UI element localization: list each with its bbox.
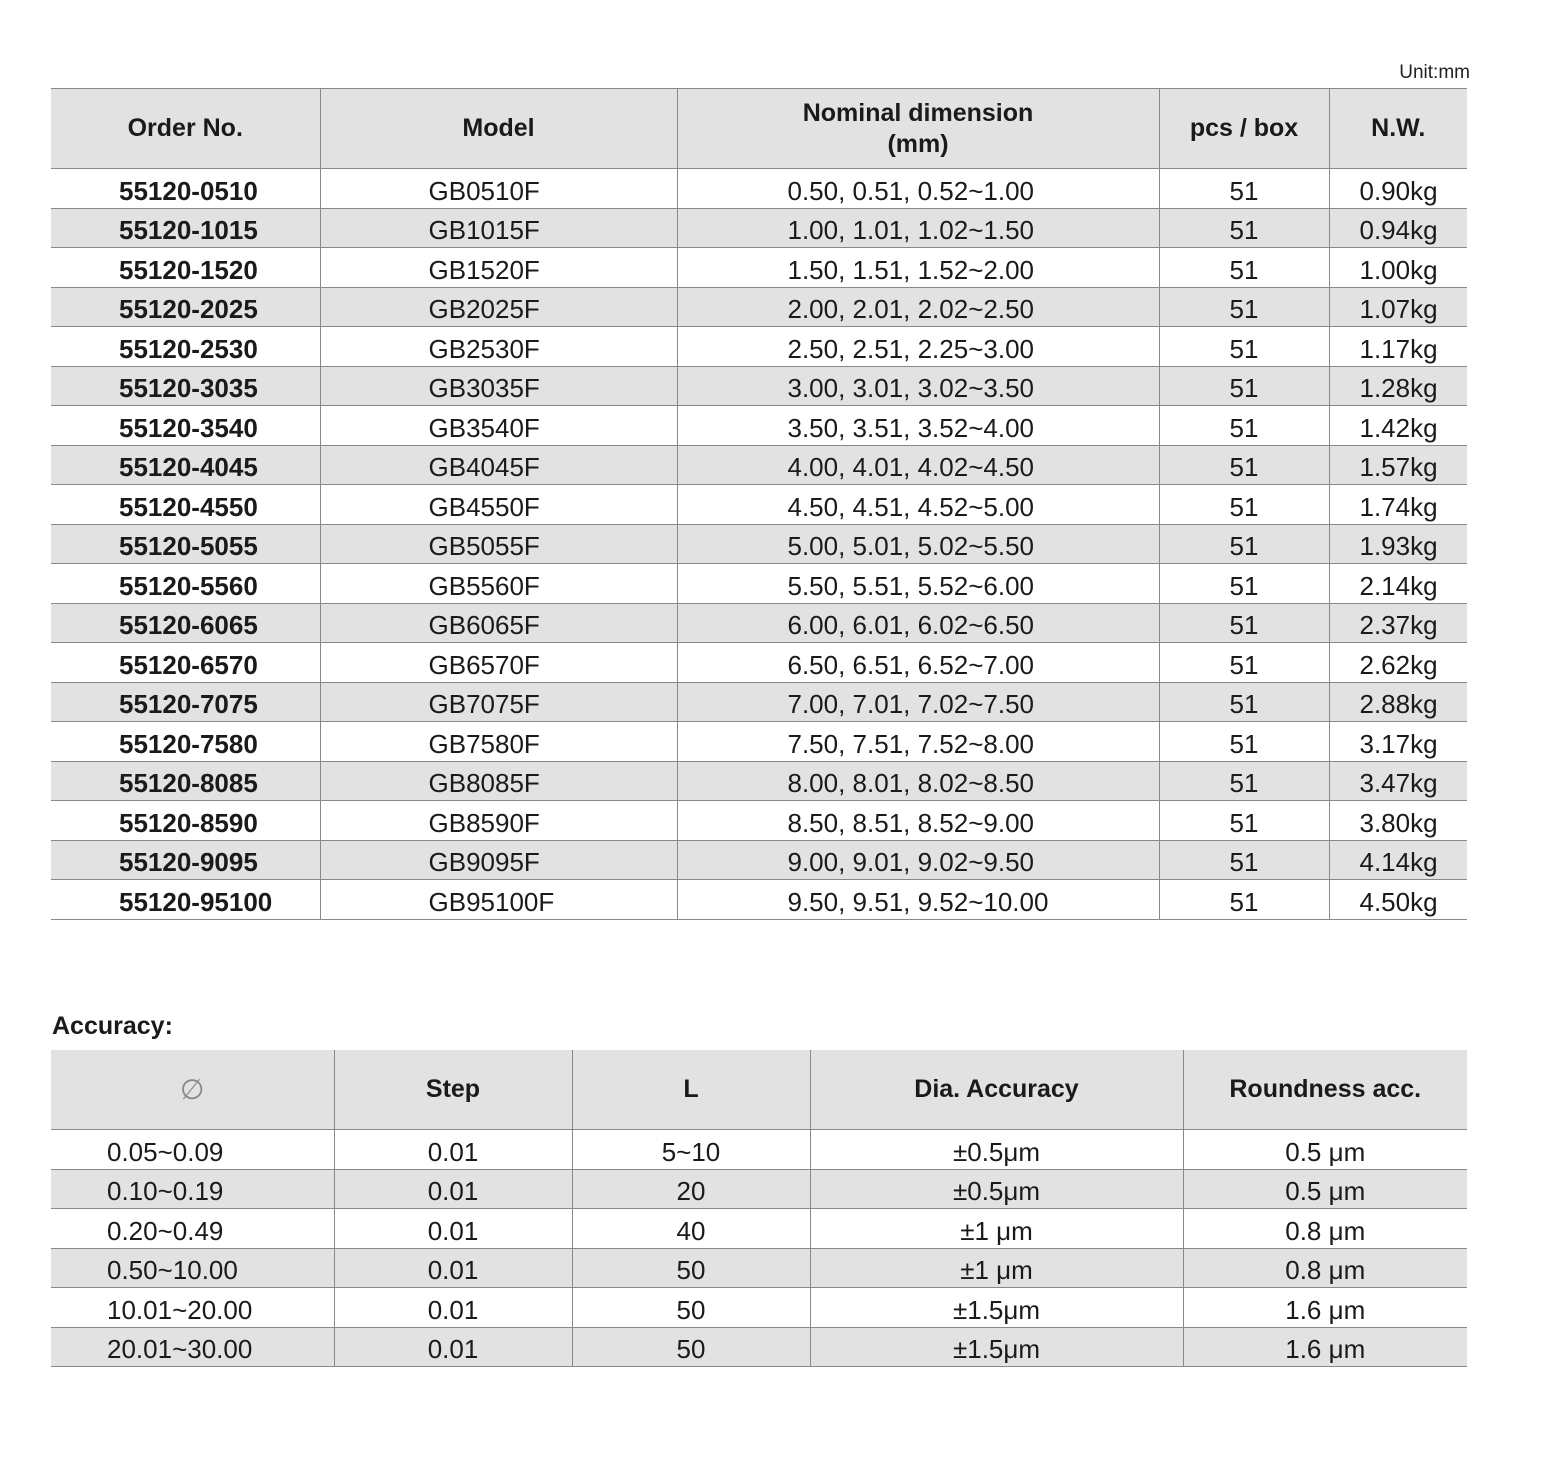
dia-accuracy-cell: ±1.5μm	[810, 1288, 1183, 1328]
roundness-cell: 0.8 μm	[1183, 1209, 1467, 1249]
table-row	[51, 643, 1467, 683]
order-no-cell: 55120-5055	[51, 524, 320, 564]
table-row	[51, 208, 1467, 248]
table-row	[51, 1169, 1467, 1209]
model-cell: GB2025F	[320, 287, 677, 327]
step-cell: 0.01	[334, 1288, 572, 1328]
table-row	[51, 722, 1467, 762]
model-cell: GB7580F	[320, 722, 677, 762]
table-row	[51, 524, 1467, 564]
diameter-header	[51, 1050, 334, 1130]
model-cell: GB0510F	[320, 169, 677, 209]
nominal-dimension-cell: 6.00, 6.01, 6.02~6.50	[677, 603, 1159, 643]
nominal-dimension-cell: 8.50, 8.51, 8.52~9.00	[677, 801, 1159, 841]
order-no-cell: 55120-1015	[51, 208, 320, 248]
table-row	[51, 880, 1467, 920]
diameter-icon: ∅	[180, 1074, 205, 1105]
nominal-dimension-cell: 7.50, 7.51, 7.52~8.00	[677, 722, 1159, 762]
table-row	[51, 1130, 1467, 1170]
pcs-box-cell: 51	[1159, 761, 1329, 801]
l-cell: 20	[572, 1169, 810, 1209]
pcs-box-cell: 51	[1159, 169, 1329, 209]
pcs-box-cell: 51	[1159, 248, 1329, 288]
nominal-dimension-cell: 5.50, 5.51, 5.52~6.00	[677, 564, 1159, 604]
nominal-dimension-cell: 1.00, 1.01, 1.02~1.50	[677, 208, 1159, 248]
nw-cell: 1.42kg	[1329, 406, 1467, 446]
unit-label: Unit:mm	[1399, 62, 1470, 83]
nw-cell: 4.14kg	[1329, 840, 1467, 880]
order-no-cell: 55120-4045	[51, 445, 320, 485]
l-cell: 50	[572, 1327, 810, 1367]
pcs-box-cell: 51	[1159, 406, 1329, 446]
nominal-dimension-cell: 5.00, 5.01, 5.02~5.50	[677, 524, 1159, 564]
table-row	[51, 366, 1467, 406]
table-row	[51, 287, 1467, 327]
model-cell: GB95100F	[320, 880, 677, 920]
order-no-cell: 55120-8085	[51, 761, 320, 801]
table-row	[51, 406, 1467, 446]
accuracy-table	[51, 1050, 1467, 1367]
model-cell: GB1520F	[320, 248, 677, 288]
accuracy-title: Accuracy:	[52, 1012, 173, 1040]
diameter-range-cell: 0.05~0.09	[51, 1130, 334, 1170]
table-row	[51, 761, 1467, 801]
table-row	[51, 327, 1467, 367]
table-row	[51, 801, 1467, 841]
pcs-box-cell: 51	[1159, 287, 1329, 327]
l-cell: 50	[572, 1288, 810, 1328]
diameter-range-cell: 10.01~20.00	[51, 1288, 334, 1328]
nw-cell: 4.50kg	[1329, 880, 1467, 920]
nw-header: N.W.	[1329, 89, 1467, 169]
step-cell: 0.01	[334, 1248, 572, 1288]
diameter-range-cell: 20.01~30.00	[51, 1327, 334, 1367]
dia-accuracy-cell: ±0.5μm	[810, 1169, 1183, 1209]
nw-cell: 2.37kg	[1329, 603, 1467, 643]
pcs-box-cell: 51	[1159, 801, 1329, 841]
table-row	[51, 248, 1467, 288]
l-header: L	[572, 1050, 810, 1130]
order-no-cell: 55120-6570	[51, 643, 320, 683]
order-no-cell: 55120-95100	[51, 880, 320, 920]
nominal-dimension-cell: 9.50, 9.51, 9.52~10.00	[677, 880, 1159, 920]
pcs-box-cell: 51	[1159, 643, 1329, 683]
model-cell: GB1015F	[320, 208, 677, 248]
l-cell: 50	[572, 1248, 810, 1288]
diameter-range-cell: 0.20~0.49	[51, 1209, 334, 1249]
roundness-cell: 0.5 μm	[1183, 1169, 1467, 1209]
pcs-box-cell: 51	[1159, 208, 1329, 248]
order-no-cell: 55120-2530	[51, 327, 320, 367]
nominal-dimension-cell: 2.50, 2.51, 2.25~3.00	[677, 327, 1159, 367]
order-no-cell: 55120-4550	[51, 485, 320, 525]
nominal-dimension-cell: 2.00, 2.01, 2.02~2.50	[677, 287, 1159, 327]
table-row	[51, 682, 1467, 722]
table-row	[51, 169, 1467, 209]
step-cell: 0.01	[334, 1130, 572, 1170]
pcs-box-cell: 51	[1159, 327, 1329, 367]
order-no-cell: 55120-3540	[51, 406, 320, 446]
step-header: Step	[334, 1050, 572, 1130]
order-no-cell: 55120-9095	[51, 840, 320, 880]
roundness-cell: 0.5 μm	[1183, 1130, 1467, 1170]
roundness-cell: 0.8 μm	[1183, 1248, 1467, 1288]
model-cell: GB6570F	[320, 643, 677, 683]
model-cell: GB8085F	[320, 761, 677, 801]
nominal-dimension-cell: 3.00, 3.01, 3.02~3.50	[677, 366, 1159, 406]
pcs-box-cell: 51	[1159, 840, 1329, 880]
nw-cell: 1.07kg	[1329, 287, 1467, 327]
product-table-header-row	[51, 89, 1467, 169]
nominal-dimension-cell: 1.50, 1.51, 1.52~2.00	[677, 248, 1159, 288]
nominal-dimension-cell: 3.50, 3.51, 3.52~4.00	[677, 406, 1159, 446]
nw-cell: 3.80kg	[1329, 801, 1467, 841]
order-no-header: Order No.	[51, 89, 320, 169]
pcs-box-cell: 51	[1159, 682, 1329, 722]
nw-cell: 1.74kg	[1329, 485, 1467, 525]
nominal-dimension-cell: 4.50, 4.51, 4.52~5.00	[677, 485, 1159, 525]
order-no-cell: 55120-8590	[51, 801, 320, 841]
table-row	[51, 485, 1467, 525]
order-no-cell: 55120-6065	[51, 603, 320, 643]
step-cell: 0.01	[334, 1169, 572, 1209]
model-cell: GB4045F	[320, 445, 677, 485]
accuracy-table-header-row	[51, 1050, 1467, 1130]
nw-cell: 2.62kg	[1329, 643, 1467, 683]
nw-cell: 2.88kg	[1329, 682, 1467, 722]
table-row	[51, 840, 1467, 880]
dia-accuracy-cell: ±1 μm	[810, 1209, 1183, 1249]
nominal-dimension-header-line2: (mm)	[887, 129, 949, 158]
nw-cell: 3.47kg	[1329, 761, 1467, 801]
nw-cell: 1.00kg	[1329, 248, 1467, 288]
roundness-cell: 1.6 μm	[1183, 1288, 1467, 1328]
table-row	[51, 603, 1467, 643]
pcs-box-header: pcs / box	[1159, 89, 1329, 169]
nw-cell: 1.93kg	[1329, 524, 1467, 564]
pcs-box-cell: 51	[1159, 603, 1329, 643]
product-table	[51, 88, 1467, 920]
nw-cell: 1.28kg	[1329, 366, 1467, 406]
model-cell: GB9095F	[320, 840, 677, 880]
model-cell: GB6065F	[320, 603, 677, 643]
model-cell: GB3035F	[320, 366, 677, 406]
diameter-range-cell: 0.50~10.00	[51, 1248, 334, 1288]
diameter-range-cell: 0.10~0.19	[51, 1169, 334, 1209]
order-no-cell: 55120-5560	[51, 564, 320, 604]
pcs-box-cell: 51	[1159, 445, 1329, 485]
nw-cell: 2.14kg	[1329, 564, 1467, 604]
table-row	[51, 1288, 1467, 1328]
nw-cell: 3.17kg	[1329, 722, 1467, 762]
roundness-cell: 1.6 μm	[1183, 1327, 1467, 1367]
table-row	[51, 1248, 1467, 1288]
nominal-dimension-cell: 7.00, 7.01, 7.02~7.50	[677, 682, 1159, 722]
dia-accuracy-cell: ±0.5μm	[810, 1130, 1183, 1170]
step-cell: 0.01	[334, 1327, 572, 1367]
nominal-dimension-cell: 8.00, 8.01, 8.02~8.50	[677, 761, 1159, 801]
pcs-box-cell: 51	[1159, 564, 1329, 604]
model-cell: GB8590F	[320, 801, 677, 841]
l-cell: 40	[572, 1209, 810, 1249]
nw-cell: 1.57kg	[1329, 445, 1467, 485]
order-no-cell: 55120-3035	[51, 366, 320, 406]
order-no-cell: 55120-1520	[51, 248, 320, 288]
nw-cell: 0.94kg	[1329, 208, 1467, 248]
order-no-cell: 55120-7580	[51, 722, 320, 762]
nominal-dimension-header	[677, 89, 1159, 169]
pcs-box-cell: 51	[1159, 524, 1329, 564]
model-cell: GB2530F	[320, 327, 677, 367]
model-cell: GB7075F	[320, 682, 677, 722]
table-row	[51, 445, 1467, 485]
nominal-dimension-cell: 6.50, 6.51, 6.52~7.00	[677, 643, 1159, 683]
nw-cell: 1.17kg	[1329, 327, 1467, 367]
pcs-box-cell: 51	[1159, 880, 1329, 920]
nominal-dimension-header-line1: Nominal dimension	[802, 98, 1034, 127]
model-cell: GB5560F	[320, 564, 677, 604]
table-row	[51, 1327, 1467, 1367]
order-no-cell: 55120-7075	[51, 682, 320, 722]
nominal-dimension-cell: 9.00, 9.01, 9.02~9.50	[677, 840, 1159, 880]
dia-accuracy-header: Dia. Accuracy	[810, 1050, 1183, 1130]
model-cell: GB5055F	[320, 524, 677, 564]
pcs-box-cell: 51	[1159, 722, 1329, 762]
model-cell: GB4550F	[320, 485, 677, 525]
dia-accuracy-cell: ±1 μm	[810, 1248, 1183, 1288]
order-no-cell: 55120-2025	[51, 287, 320, 327]
l-cell: 5~10	[572, 1130, 810, 1170]
nominal-dimension-cell: 4.00, 4.01, 4.02~4.50	[677, 445, 1159, 485]
step-cell: 0.01	[334, 1209, 572, 1249]
order-no-cell: 55120-0510	[51, 169, 320, 209]
model-header: Model	[320, 89, 677, 169]
table-row	[51, 564, 1467, 604]
dia-accuracy-cell: ±1.5μm	[810, 1327, 1183, 1367]
table-row	[51, 1209, 1467, 1249]
roundness-header: Roundness acc.	[1183, 1050, 1467, 1130]
model-cell: GB3540F	[320, 406, 677, 446]
pcs-box-cell: 51	[1159, 485, 1329, 525]
pcs-box-cell: 51	[1159, 366, 1329, 406]
nominal-dimension-cell: 0.50, 0.51, 0.52~1.00	[677, 169, 1159, 209]
nw-cell: 0.90kg	[1329, 169, 1467, 209]
